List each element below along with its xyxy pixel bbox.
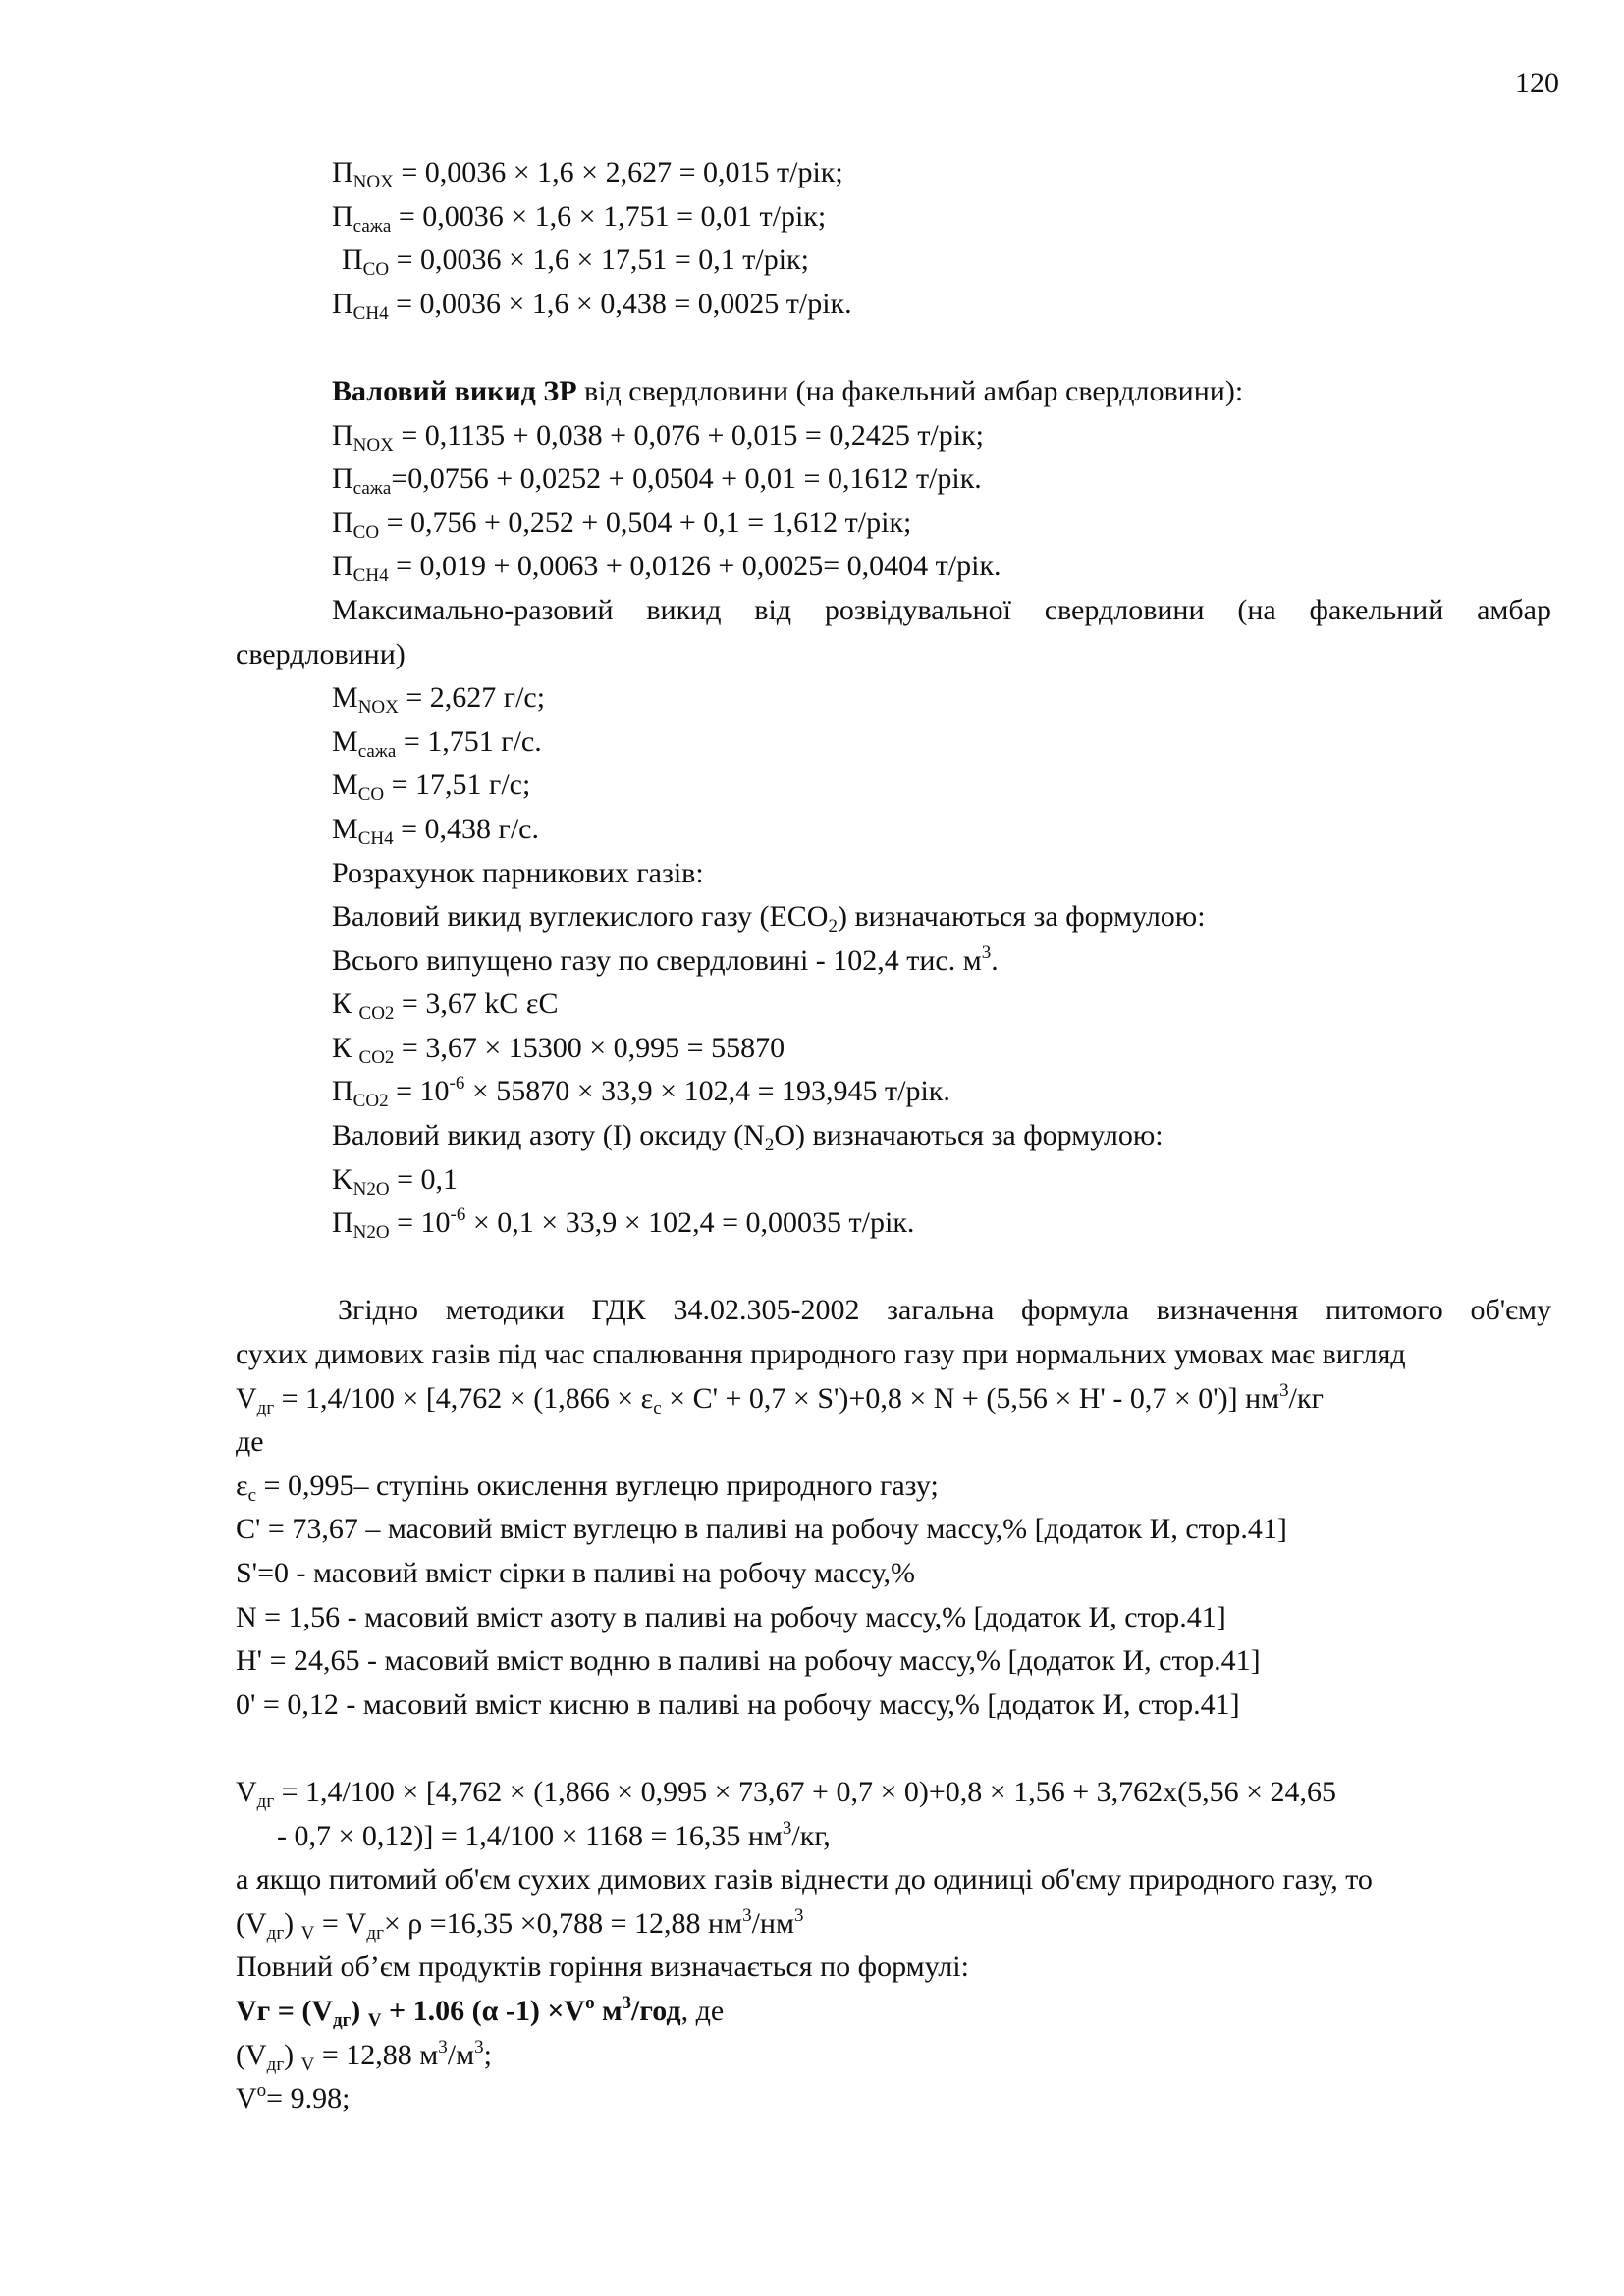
formula-line: $П_{CO} = 0,0036 \times 1,6 \times 17,51 = 0,1$ т/рік;	[342, 243, 809, 281]
formula-line: $П_{сажа}=0,0756 + 0,0252 + 0,0504 + 0,01 = 0,1612$ т/рік.	[332, 462, 982, 500]
paragraph-line: Згідно методики ГДК 34.02.305-2002 загальна формула визначення питомого об'єму	[338, 1294, 1551, 1327]
formula-line: $П_{NOX} = 0,0036 \times 1,6 \times 2,627 = 0,015$ т/рік;	[332, 156, 843, 192]
formula-line: $П_{CH4} = 0,0036 \times 1,6 \times 0,438 = 0,0025$ т/рік.	[332, 287, 852, 324]
definition-line: N = 1,56 - масовий вміст азоту в паливі на робочу массу,% [додаток И, стор.41]	[236, 1600, 1226, 1633]
paragraph-line: Валовий викид вуглекислого газу $(ЕСО_2)$ визначаються за формулою:	[332, 900, 1206, 937]
definition-line: H' = 24,65 - масовий вміст водню в паливі на робочу массу,% [додаток И, стор.41]	[236, 1644, 1261, 1678]
paragraph-line: Максимально-разовий викид від розвідувальної свердловини (на факельний амбар	[332, 593, 1551, 626]
formula-line: $М_{NOX} = 2,627$ г/с;	[332, 681, 546, 719]
definition-line: S'=0 - масовий вміст сірки в паливі на робочу массу,%	[236, 1557, 915, 1589]
paragraph-line: Розрахунок парникових газів:	[332, 856, 704, 889]
formula-line: $П_{NOX} = 0,1135 + 0,038 + 0,076 + 0,015 = 0,2425$ т/рік;	[332, 418, 985, 455]
definition-line: C' = 73,67 – масовий вміст вуглецю в паливі на робочу массу,% [додаток И, стор.41]	[236, 1513, 1287, 1546]
section-heading-line: Валовий викид ЗР від свердловини (на факельний амбар свердловини):	[332, 374, 1244, 407]
formula-line: $М_{CO} = 17,51$ г/с;	[332, 769, 531, 806]
paragraph-line: Повний об’єм продуктів горіння визначається по формулі:	[236, 1950, 969, 1984]
paragraph-line: Валовий викид азоту (I) оксиду $(N_2O)$ визначаються за формулою:	[332, 1119, 1164, 1156]
paragraph-line: а якщо питомий об'єм сухих димових газів віднести до одиниці об'єму природного газу, то	[236, 1863, 1373, 1896]
formula-line: $V_{дг} = 1,4/100 \times [4,762 \times (1,866 \times 0,995 \times 73,67 + 0,7 \times 0)+0,8 \times 1,56 + 3,762x(5,56 \times 24,65$	[236, 1775, 1337, 1812]
definition-line: $\varepsilon_с = 0,995-$ ступінь окислення вуглецю природного газу;	[236, 1468, 939, 1506]
formula-line: $П_{CO2} = 10^{-6} \times 55870 \times 33,9 \times 102,4 = 193,945$ т/рік.	[332, 1073, 950, 1112]
formula-line: $П_{CO} = 0,756 + 0,252 + 0,504 + 0,1 = 1,612$ т/рік;	[332, 506, 912, 543]
paragraph-line: де	[236, 1425, 264, 1459]
formula-line: $М_{сажа} = 1,751$ г/с.	[332, 724, 542, 762]
paragraph-line: Всього випущено газу по свердловині - 102,4 тис. $м^3$.	[332, 941, 999, 977]
paragraph-line: сухих димових газів під час спалювання природного газу при нормальних умовах має вигляд	[236, 1338, 1406, 1371]
formula-line: К $_{CO2}$ = 3,67 × 15300 × 0,995 = 55870	[332, 1031, 785, 1068]
formula-line: $(V_{дг}) _V = V_{дг}\times \rho =16,35 \times 0,788 = 12,88$ $нм^3/нм^3$	[236, 1904, 804, 1944]
definition-line: 0' = 0,12 - масовий вміст кисню в паливі на робочу массу,% [додаток И, стор.41]	[236, 1687, 1240, 1721]
formula-line: $П_{CH4} = 0,019 + 0,0063 + 0,0126 + 0,0025= 0,0404$ т/рік.	[332, 550, 1001, 587]
formula-line: $П_{N2O} = 10^{-6} \times 0,1 \times 33,9 \times 102,4 = 0,00035$ т/рік.	[332, 1204, 915, 1244]
formula-line: К $_{CO2}$ = 3,67 kC εC	[332, 988, 559, 1025]
formula-line: $K_{N2O} = 0,1$	[332, 1162, 459, 1200]
formula-line: $М_{CH4} = 0,438$ г/с.	[332, 812, 539, 849]
formula-line: $(V_{дг}) _V = 12,88$ $м^3/м^3$;	[236, 2036, 492, 2075]
bold-heading: Валовий викид ЗР	[332, 374, 577, 407]
formula-line: - 0,7 × 0,12)] = 1,4/100 × 1168 = 16,35 $нм^3/кг$,	[277, 1817, 831, 1852]
document-body	[236, 151, 1551, 2121]
formula-line: $V^o= 9.98$;	[236, 2080, 351, 2115]
bold-formula-line: Vг = $(V_{дг}) _V + 1.06$ (α $-1) \times V^o$ $м^3$/год, де	[236, 1992, 725, 2031]
paragraph-line: свердловини)	[236, 637, 406, 670]
formula-line: $П_{сажа} = 0,0036 \times 1,6 \times 1,751 = 0,01$ т/рік;	[332, 199, 827, 237]
page-number: 120	[1515, 67, 1559, 99]
formula-line: $V_{дг} = 1,4/100 \times [4,762 \times (1,866 \times \varepsilon_с \times C' + 0,7 \times S')+0,8 \times N + (5,56 \times H' - 0,7 \times 0')]$ $нм^3/кг$	[236, 1379, 1324, 1418]
